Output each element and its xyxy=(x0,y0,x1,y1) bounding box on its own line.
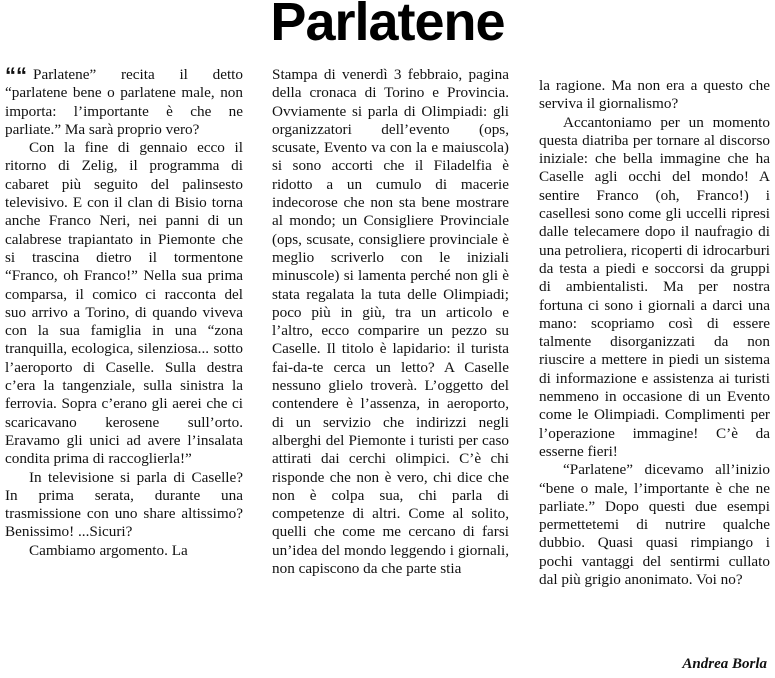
opening-quote-glyph: ““ xyxy=(5,63,27,88)
paragraph-text: Parlatene” recita il detto “parlatene bene o parlatene male, non importa: l’importante è che ne parliate.” Ma sarà proprio vero? xyxy=(5,66,243,138)
article-column-2 xyxy=(272,66,509,578)
article-title: Parlatene xyxy=(270,0,505,52)
article-column-3 xyxy=(539,77,770,589)
author-signature: Andrea Borla xyxy=(682,656,767,672)
paragraph: “Parlatene” dicevamo all’inizio “bene o male, l’importante è che ne parliate.” Dopo questi due esempi permettetemi di nutrire qualche dubbio. Quasi quasi rimpiango i pochi vantaggi del sentirmi cullato dal più grigio anonimato. Voi no? xyxy=(539,461,770,589)
article-column-1 xyxy=(5,63,243,560)
paragraph xyxy=(5,63,243,139)
paragraph: la ragione. Ma non era a questo che serviva il giornalismo? xyxy=(539,77,770,113)
paragraph: Accantoniamo per un momento questa diatriba per tornare al discorso iniziale: che bella immagine che ha Caselle agli occhi del mondo! A sentire Franco (oh, Franco!) i casellesi sono come gli uccelli ripresi dalle telecamere dopo il naufragio di una petroliera, ricoperti di idrocarburi da testa a piedi e soccorsi da gruppi di ambientalisti. Ma per nostra fortuna ci sono i giornali a darci una mano: scopriamo così di essere talmente disorganizzati da non riuscire a mettere in piedi un sistema di informazione e assistenza ai turisti nemmeno in occasione di un Evento come le Olimpiadi. Complimenti per l’operazione immagine! C’è da esserne fieri! xyxy=(539,113,770,460)
paragraph: Stampa di venerdì 3 febbraio, pagina della cronaca di Torino e Provincia. Ovviamente si parla di Olimpiadi: gli organizzatori dell’evento (ops, scusate, Evento va con la e maiuscola) si sono accorti che il Filadelfia è ridotto a un cumulo di macerie indecorose che non sta bene mostrare al mondo; un Consigliere Provinciale (ops, scusate, consigliere provinciale è meglio scriverlo con le iniziali minuscole) si lamenta perché non gli è stata regalata la tuta delle Olimpiadi; poco più in giù, tra un articolo e l’altro, ecco comparire un pezzo su Caselle. Il titolo è lapidario: il turista fai-da-te cerca un letto? A Caselle nessuno glielo troverà. L’oggetto del contendere è l’assenza, in aeroporto, di un servizio che indirizzi negli alberghi del Piemonte i turisti per caso attirati dai cerchi olimpici. C’è chi risponde che non è vero, chi dice che non è colpa sua, chi parla di competenze di altri. Come al solito, quelli che come me cercano di farsi un’idea del mondo leggendo i giornali, non capiscono da che parte stia xyxy=(272,66,509,578)
paragraph: Cambiamo argomento. La xyxy=(29,541,188,559)
paragraph: In televisione si parla di Caselle? In prima serata, durante una trasmissione con uno share altissimo? Benissimo! ...Sicuri? xyxy=(5,468,243,541)
paragraph: Con la fine di gennaio ecco il ritorno di Zelig, il programma di cabaret più seguito del palinsesto televisivo. E con il clan di Bisio torna anche Franco Neri, nei panni di un calabrese trapiantato in Piemonte che si trascina dietro il tormentone “Franco, oh Franco!” Nella sua prima comparsa, il comico ci racconta del suo arrivo a Torino, di quando viveva con la sua famiglia in una “zona tranquilla, ecologica, silenziosa... sotto l’aeroporto di Caselle. Sulla destra c’era la tangenziale, sulla sinistra la ferrovia. Sopra c’erano gli aerei che ci scaricavano kerosene sull’orto. Eravamo gli unici ad avere l’insalata condita prima di raccoglierla!” xyxy=(5,139,243,468)
